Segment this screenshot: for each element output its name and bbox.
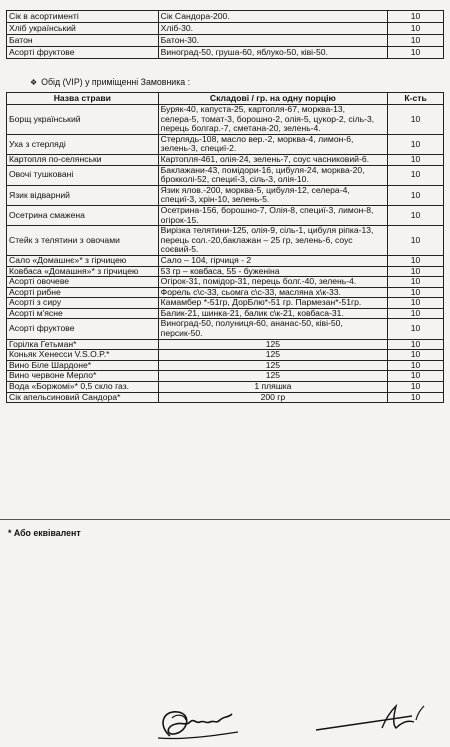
diamond-bullet-icon: ❖	[30, 78, 38, 87]
table-row	[7, 23, 444, 35]
dish-qty: 10	[388, 185, 444, 205]
table-row	[7, 185, 444, 205]
dish-composition: Виноград-50, груша-60, яблуко-50, ківі-50.	[158, 47, 387, 59]
dish-composition: Хліб-30.	[158, 23, 387, 35]
table-row	[7, 392, 444, 403]
dish-name: Сало «Домашнє»* з гірчицею	[7, 255, 159, 266]
dish-qty: 10	[388, 11, 444, 23]
table-row	[7, 165, 444, 185]
signature-left	[152, 696, 242, 744]
table-header-row	[7, 93, 444, 105]
table-row	[7, 339, 444, 350]
footnote: * Або еквівалент	[8, 528, 81, 538]
dish-name: Горілка Гетьман*	[7, 339, 159, 350]
table-row	[7, 266, 444, 277]
dish-name: Картопля по-селянськи	[7, 154, 159, 165]
column-header-name: Назва страви	[7, 93, 159, 105]
table-row	[7, 308, 444, 319]
table-row	[7, 371, 444, 382]
dish-qty: 10	[388, 277, 444, 288]
dish-qty: 10	[388, 226, 444, 256]
dish-name: Борщ український	[7, 105, 159, 135]
section-title: Обід (VIP) у приміщенні Замовника :	[41, 77, 191, 87]
table-row	[7, 205, 444, 225]
dish-name: Ковбаса «Домашня»* з гірчицею	[7, 266, 159, 277]
table-row	[7, 382, 444, 393]
dish-name: Овочі тушковані	[7, 165, 159, 185]
dish-composition: Язик ялов.-200, морква-5, цибуля-12, селера-4, специї-3, хрін-10, зелень-5.	[158, 185, 387, 205]
dish-composition: Батон-30.	[158, 35, 387, 47]
table-row	[7, 105, 444, 135]
dish-composition: 200 гр	[158, 392, 387, 403]
table-row	[7, 35, 444, 47]
dish-qty: 10	[388, 23, 444, 35]
dish-name: Сік в асортименті	[7, 11, 159, 23]
table-row	[7, 360, 444, 371]
column-header-composition: Складові / гр. на одну порцію	[158, 93, 387, 105]
dish-name: Вода «Боржомі»* 0,5 скло газ.	[7, 382, 159, 393]
dish-qty: 10	[388, 35, 444, 47]
dish-composition: Стерлядь-108, масло вер.-2, морква-4, лимон-6, зелень-3, специї-2.	[158, 134, 387, 154]
dish-qty: 10	[388, 266, 444, 277]
dish-composition: 125	[158, 350, 387, 361]
dish-qty: 10	[388, 319, 444, 339]
dish-composition: Сало – 104, гірчиця - 2	[158, 255, 387, 266]
dish-name: Вино Біле Шардоне*	[7, 360, 159, 371]
dish-name: Асорті м'ясне	[7, 308, 159, 319]
dish-qty: 10	[388, 298, 444, 309]
dish-qty: 10	[388, 308, 444, 319]
dish-qty: 10	[388, 205, 444, 225]
signature-right	[312, 700, 432, 736]
dish-composition: Камамбер *-51гр, ДорБлю*-51 гр. Пармезан*-51гр.	[158, 298, 387, 309]
dish-composition: Балик-21, шинка-21, балик с\к-21, ковбаса-31.	[158, 308, 387, 319]
table-row	[7, 298, 444, 309]
table-row	[7, 154, 444, 165]
dish-qty: 10	[388, 47, 444, 59]
dish-composition: Баклажани-43, помідори-16, цибуля-24, морква-20, брокколі-52, специї-3, сіль-3, олія-10.	[158, 165, 387, 185]
dish-qty: 10	[388, 382, 444, 393]
dish-composition: Виноград-50, полуниця-60, ананас-50, ківі-50, персик-50.	[158, 319, 387, 339]
vip-lunch-table	[6, 92, 444, 403]
dish-qty: 10	[388, 392, 444, 403]
dish-composition: 125	[158, 371, 387, 382]
dish-composition: Осетрина-156, борошно-7, Олія-8, специї-3, лимон-8, огірок-15.	[158, 205, 387, 225]
top-menu-table	[6, 10, 444, 59]
table-body	[7, 105, 444, 403]
dish-qty: 10	[388, 154, 444, 165]
dish-name: Коньяк Хенесси V.S.O.P.*	[7, 350, 159, 361]
dish-qty: 10	[388, 165, 444, 185]
dish-qty: 10	[388, 134, 444, 154]
dish-composition: Сік Сандора-200.	[158, 11, 387, 23]
table-row	[7, 255, 444, 266]
dish-name: Асорті фруктове	[7, 319, 159, 339]
dish-qty: 10	[388, 371, 444, 382]
section-heading	[30, 77, 190, 87]
dish-qty: 10	[388, 255, 444, 266]
table-row	[7, 226, 444, 256]
page-divider	[0, 519, 450, 520]
dish-qty: 10	[388, 339, 444, 350]
dish-qty: 10	[388, 360, 444, 371]
dish-name: Сік апельсиновий Сандора*	[7, 392, 159, 403]
dish-composition: 1 пляшка	[158, 382, 387, 393]
dish-qty: 10	[388, 287, 444, 298]
dish-composition: 125	[158, 360, 387, 371]
dish-qty: 10	[388, 105, 444, 135]
dish-composition: 125	[158, 339, 387, 350]
table-row	[7, 47, 444, 59]
dish-name: Батон	[7, 35, 159, 47]
table-row	[7, 287, 444, 298]
table-row	[7, 11, 444, 23]
table-row	[7, 319, 444, 339]
dish-name: Вино червоне Мерло*	[7, 371, 159, 382]
dish-composition: Огірок-31, помідор-31, перець болг.-40, зелень-4.	[158, 277, 387, 288]
table-row	[7, 134, 444, 154]
dish-name: Асорті овочеве	[7, 277, 159, 288]
column-header-qty: К-сть	[388, 93, 444, 105]
dish-name: Асорті фруктове	[7, 47, 159, 59]
dish-composition: Буряк-40, капуста-25, картопля-67, морква-13, селера-5, томат-3, борошно-2, олія-5, цукор-2, сіль-3, перець болгар.-7, сметана-20, зелень-4.	[158, 105, 387, 135]
dish-name: Уха з стерляді	[7, 134, 159, 154]
table-row	[7, 277, 444, 288]
dish-composition: 53 гр – ковбаса, 55 - буженіна	[158, 266, 387, 277]
dish-name: Стейк з телятини з овочами	[7, 226, 159, 256]
dish-composition: Картопля-461, олія-24, зелень-7, соус часниковий-6.	[158, 154, 387, 165]
dish-name: Хліб український	[7, 23, 159, 35]
table-row	[7, 350, 444, 361]
dish-composition: Форель с\с-33, сьомга с\с-33, масляна х\к-33.	[158, 287, 387, 298]
dish-qty: 10	[388, 350, 444, 361]
dish-name: Асорті з сиру	[7, 298, 159, 309]
dish-name: Асорті рибне	[7, 287, 159, 298]
dish-name: Язик відварний	[7, 185, 159, 205]
dish-name: Осетрина смажена	[7, 205, 159, 225]
dish-composition: Вирізка телятини-125, олія-9, сіль-1, цибуля ріпка-13, перець сол.-20,баклажан – 25 гр, зелень-6, соус соєвий-5.	[158, 226, 387, 256]
